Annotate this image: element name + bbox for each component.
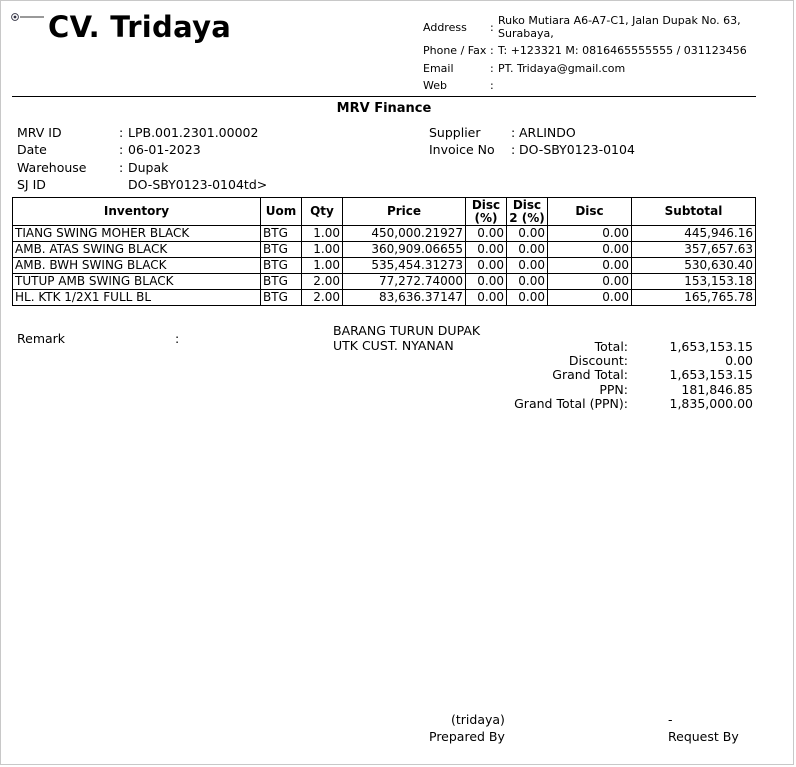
invoice-no-label: Invoice No <box>429 142 495 157</box>
remark-line: UTK CUST. NYANAN <box>333 338 454 353</box>
warehouse-label: Warehouse <box>17 160 87 175</box>
discount-label: Discount: <box>568 353 628 368</box>
cell-disc-pct: 0.00 <box>466 258 507 274</box>
web-label: Web <box>423 79 447 92</box>
cell-disc: 0.00 <box>548 226 632 242</box>
cell-price: 450,000.21927 <box>343 226 466 242</box>
cell-disc-pct: 0.00 <box>466 290 507 306</box>
cell-subtotal: 153,153.18 <box>632 274 756 290</box>
col-disc: Disc <box>548 198 632 226</box>
document-title: MRV Finance <box>336 101 432 116</box>
supplier-label: Supplier <box>429 125 481 140</box>
grand-total-ppn-label: Grand Total (PPN): <box>514 396 628 411</box>
phone-value: T: +123321 M: 0816465555555 / 031123456 <box>498 44 747 57</box>
remark-line: BARANG TURUN DUPAK <box>333 323 481 338</box>
items-table <box>12 197 756 306</box>
col-subtotal: Subtotal <box>632 198 756 226</box>
grand-total-ppn-value: 1,835,000.00 <box>669 396 753 411</box>
meta-colon: : <box>511 142 516 157</box>
meta-colon: : <box>511 125 516 140</box>
cell-uom: BTG <box>261 226 302 242</box>
company-name: CV. Tridaya <box>48 10 232 44</box>
cell-disc2-pct: 0.00 <box>507 226 548 242</box>
cell-subtotal: 165,765.78 <box>632 290 756 306</box>
table-row <box>13 242 756 258</box>
date-label: Date <box>17 142 47 157</box>
sj-id-value: DO-SBY0123-0104td> <box>128 177 268 192</box>
cell-disc2-pct: 0.00 <box>507 242 548 258</box>
address-label: Address <box>423 21 467 34</box>
meta-colon: : <box>119 125 124 140</box>
table-row <box>13 290 756 306</box>
ppn-label: PPN: <box>599 382 628 397</box>
sj-id-label: SJ ID <box>17 177 46 192</box>
cell-disc: 0.00 <box>548 258 632 274</box>
cell-inventory: TIANG SWING MOHER BLACK <box>13 226 261 242</box>
invoice-no-value: DO-SBY0123-0104 <box>519 142 635 157</box>
col-disc2-pct: Disc 2 (%) <box>507 198 548 226</box>
totals-values <box>640 339 753 419</box>
table-header-row <box>13 198 756 226</box>
cell-inventory: TUTUP AMB SWING BLACK <box>13 274 261 290</box>
totals-labels <box>440 339 628 419</box>
cell-disc: 0.00 <box>548 242 632 258</box>
phone-colon: : <box>490 44 494 57</box>
cell-disc: 0.00 <box>548 290 632 306</box>
cell-uom: BTG <box>261 274 302 290</box>
cell-disc2-pct: 0.00 <box>507 274 548 290</box>
cell-qty: 1.00 <box>302 226 343 242</box>
cell-subtotal: 357,657.63 <box>632 242 756 258</box>
request-by-label: Request By <box>668 729 739 744</box>
email-value: PT. Tridaya@gmail.com <box>498 62 626 75</box>
mrv-id-label: MRV ID <box>17 125 62 140</box>
remark-label: Remark <box>17 331 66 346</box>
cell-inventory: AMB. ATAS SWING BLACK <box>13 242 261 258</box>
cell-qty: 2.00 <box>302 290 343 306</box>
cell-price: 77,272.74000 <box>343 274 466 290</box>
cell-disc-pct: 0.00 <box>466 242 507 258</box>
total-value: 1,653,153.15 <box>669 339 753 354</box>
cell-price: 83,636.37147 <box>343 290 466 306</box>
email-row <box>423 62 748 75</box>
cell-subtotal: 445,946.16 <box>632 226 756 242</box>
cell-price: 535,454.31273 <box>343 258 466 274</box>
web-colon: : <box>490 79 494 92</box>
col-uom: Uom <box>261 198 302 226</box>
cell-inventory: HL. KTK 1/2X1 FULL BL <box>13 290 261 306</box>
cell-qty: 1.00 <box>302 258 343 274</box>
address-value: Ruko Mutiara A6-A7-C1, Jalan Dupak No. 63, Surabaya, <box>498 14 741 40</box>
meta-colon: : <box>119 142 124 157</box>
request-by-name: - <box>668 712 673 727</box>
col-disc-pct: Disc (%) <box>466 198 507 226</box>
email-label: Email <box>423 62 454 75</box>
company-logo <box>11 12 45 22</box>
cell-disc2-pct: 0.00 <box>507 258 548 274</box>
prepared-by-name: (tridaya) <box>451 712 505 727</box>
cell-disc: 0.00 <box>548 274 632 290</box>
phone-label: Phone / Fax <box>423 44 487 57</box>
cell-uom: BTG <box>261 258 302 274</box>
prepared-by-label: Prepared By <box>429 729 505 744</box>
cell-uom: BTG <box>261 242 302 258</box>
cell-qty: 1.00 <box>302 242 343 258</box>
remark-colon: : <box>175 331 180 346</box>
cell-subtotal: 530,630.40 <box>632 258 756 274</box>
date-value: 06-01-2023 <box>128 142 201 157</box>
col-price: Price <box>343 198 466 226</box>
grand-total-label: Grand Total: <box>552 367 628 382</box>
email-colon: : <box>490 62 494 75</box>
table-row <box>13 258 756 274</box>
grand-total-value: 1,653,153.15 <box>669 367 753 382</box>
col-qty: Qty <box>302 198 343 226</box>
address-row <box>423 14 748 40</box>
col-inventory: Inventory <box>13 198 261 226</box>
cell-price: 360,909.06655 <box>343 242 466 258</box>
header-divider <box>12 96 756 97</box>
address-colon: : <box>490 21 494 34</box>
table-row <box>13 226 756 242</box>
mrv-id-value: LPB.001.2301.00002 <box>128 125 259 140</box>
ppn-value: 181,846.85 <box>681 382 753 397</box>
discount-value: 0.00 <box>725 353 753 368</box>
meta-colon: : <box>119 160 124 175</box>
warehouse-value: Dupak <box>128 160 169 175</box>
table-row <box>13 274 756 290</box>
web-row <box>423 79 748 92</box>
cell-disc-pct: 0.00 <box>466 226 507 242</box>
cell-disc-pct: 0.00 <box>466 274 507 290</box>
web-value <box>498 79 748 92</box>
cell-disc2-pct: 0.00 <box>507 290 548 306</box>
cell-qty: 2.00 <box>302 274 343 290</box>
total-label: Total: <box>594 339 628 354</box>
supplier-value: ARLINDO <box>519 125 576 140</box>
cell-inventory: AMB. BWH SWING BLACK <box>13 258 261 274</box>
phone-row <box>423 44 796 57</box>
cell-uom: BTG <box>261 290 302 306</box>
